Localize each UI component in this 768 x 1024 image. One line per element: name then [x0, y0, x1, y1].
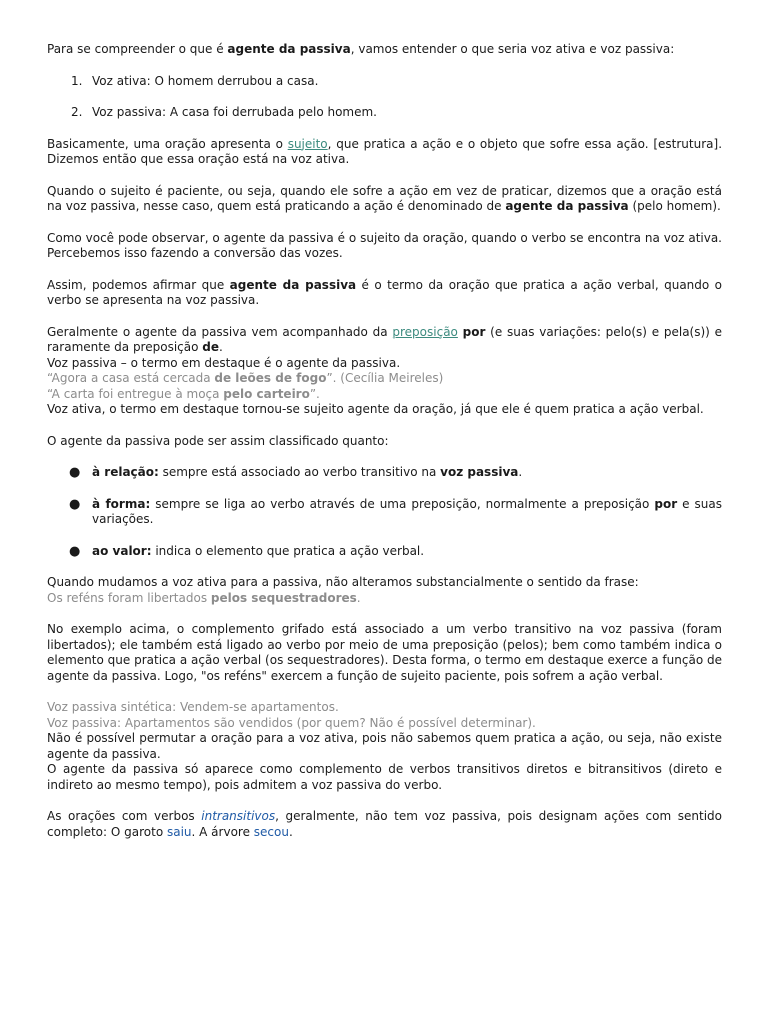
example-text: . [356, 590, 361, 605]
item-text: sempre está associado ao verbo transitivo na [158, 465, 441, 479]
classification-list [47, 465, 722, 559]
intro-text: Para se compreender o que é [47, 42, 228, 56]
paragraph-text: , que pratica a ação e o objeto que sofre essa ação. [estrutura]. Dizemos então que essa oração está na voz ativa. [47, 136, 723, 166]
item-text: indica o elemento que pratica a ação verbal. [151, 543, 425, 558]
bold-term: de [202, 340, 219, 354]
intransitivos-link[interactable]: intransitivos [201, 809, 276, 823]
paragraph-text: (pelo homem). [628, 199, 721, 213]
preposicao-link[interactable]: preposição [392, 324, 458, 339]
list-item [47, 544, 722, 560]
bold-term: voz passiva [440, 465, 519, 479]
bullet-icon: ● [69, 543, 81, 559]
paragraph-text: (e suas variações: pelo(s) e pela(s)) e raramente da preposição [47, 324, 722, 354]
list-item [47, 74, 722, 90]
grey-example: Voz passiva sintética: Vendem-se apartamentos. [47, 700, 339, 714]
example-sentence [47, 591, 361, 605]
item-text: . [518, 465, 523, 479]
paragraph-observe: Como você pode observar, o agente da passiva é o sujeito da oração, quando o verbo se encontra na voz ativa. Percebemos isso fazendo a conversão das vozes. [47, 230, 722, 260]
paragraph-text: Basicamente, uma oração apresenta o [47, 136, 288, 151]
paragraph-text: Não é possível permutar a oração para a voz ativa, pois não sabemos quem pratica a ação, ou seja, não existe agente da passiva. [47, 731, 722, 761]
intro-paragraph [47, 42, 722, 58]
saiu-link[interactable]: saiu [166, 824, 192, 839]
quote-1 [47, 371, 443, 385]
intro-text-end: , vamos entender o que seria voz ativa e voz passiva: [350, 42, 675, 56]
paragraph-passive [47, 184, 722, 215]
sujeito-link[interactable]: sujeito [287, 136, 328, 151]
examples-list [47, 74, 722, 121]
secou-link[interactable]: secou [253, 824, 289, 839]
quote-text: “Agora a casa está cercada [47, 371, 215, 385]
paragraph-text: . [288, 824, 293, 839]
paragraph-explanation: No exemplo acima, o complemento grifado está associado a um verbo transitivo na voz passiva (foram libertados); ele também está ligado ao verbo por meio de uma preposição (pelos); bem como também indica o elemento que pratica a ação verbal (os sequestradores). Desta forma, o termo em destaque exerce a função de agente da passiva. Logo, "os reféns" exercem a função de sujeito paciente, pois sofrem a ação verbal. [47, 622, 722, 683]
paragraph-change [47, 575, 722, 606]
example-text: Os reféns foram libertados [47, 590, 211, 605]
bold-term: por [462, 324, 486, 339]
quote-text: “A carta foi entregue à moça [47, 386, 224, 401]
quote-bold: de leões de fogo [214, 371, 327, 385]
list-number: 2. [71, 105, 83, 119]
bold-term: por [654, 496, 678, 511]
paragraph-intransitive [47, 809, 722, 840]
paragraph-text: Voz ativa, o termo em destaque tornou-se sujeito agente da oração, já que ele é quem pratica a ação verbal. [47, 402, 704, 416]
paragraph-text: Assim, podemos afirmar que [47, 277, 230, 292]
example-bold: pelos sequestradores [210, 590, 357, 605]
bold-term: agente da passiva [505, 199, 629, 213]
quote-text: ”. (Cecília Meireles) [326, 371, 444, 385]
paragraph-synthetic [47, 700, 722, 793]
paragraph-classification: O agente da passiva pode ser assim classificado quanto: [47, 433, 389, 448]
paragraph-subject [47, 137, 722, 168]
item-label: à forma: [92, 496, 151, 511]
paragraph-text: , geralmente, não tem voz passiva, pois designam ações com sentido completo: O garoto [47, 809, 723, 839]
item-label: à relação: [92, 465, 159, 479]
list-item [47, 105, 722, 121]
item-text: e suas variações. [92, 496, 722, 526]
paragraph-text: O agente da passiva só aparece como complemento de verbos transitivos diretos e bitransitivos (direto e indireto ao mesmo tempo), pois admitem a voz passiva do verbo. [47, 762, 722, 792]
quote-text: ”. [309, 386, 320, 401]
paragraph-text: As orações com verbos [47, 809, 202, 823]
quote-bold: pelo carteiro [223, 386, 310, 401]
paragraph-text: Quando mudamos a voz ativa para a passiva, não alteramos substancialmente o sentido da frase: [47, 575, 639, 589]
item-label: ao valor: [92, 543, 152, 558]
list-item-text: Voz ativa: O homem derrubou a casa. [92, 73, 319, 88]
bold-term: agente da passiva [229, 277, 357, 292]
bullet-icon: ● [69, 496, 81, 512]
quote-2 [47, 387, 320, 401]
grey-example: Voz passiva: Apartamentos são vendidos (por quem? Não é possível determinar). [47, 715, 536, 730]
paragraph-preposition [47, 325, 722, 418]
list-item [47, 497, 722, 528]
list-item-text: Voz passiva: A casa foi derrubada pelo homem. [92, 105, 377, 119]
paragraph-text: Voz passiva – o termo em destaque é o agente da passiva. [47, 355, 401, 370]
paragraph-text: Geralmente o agente da passiva vem acompanhado da [47, 324, 393, 339]
bullet-icon: ● [69, 465, 81, 480]
paragraph-text: Quando o sujeito é paciente, ou seja, quando ele sofre a ação em vez de praticar, dizemos que a oração está na voz passiva, nesse caso, quem está praticando a ação é denominado de [47, 183, 722, 213]
list-item [47, 465, 722, 481]
list-number: 1. [71, 73, 83, 88]
paragraph-text: é o termo da oração que pratica a ação verbal, quando o verbo se apresenta na voz passiva. [47, 277, 722, 307]
intro-term: agente da passiva [227, 42, 351, 56]
paragraph-text: . A árvore [191, 824, 254, 839]
item-text: sempre se liga ao verbo através de uma preposição, normalmente a preposição [150, 496, 655, 511]
document-page [47, 42, 722, 840]
paragraph-text: . [219, 340, 223, 354]
paragraph-definition [47, 278, 722, 309]
